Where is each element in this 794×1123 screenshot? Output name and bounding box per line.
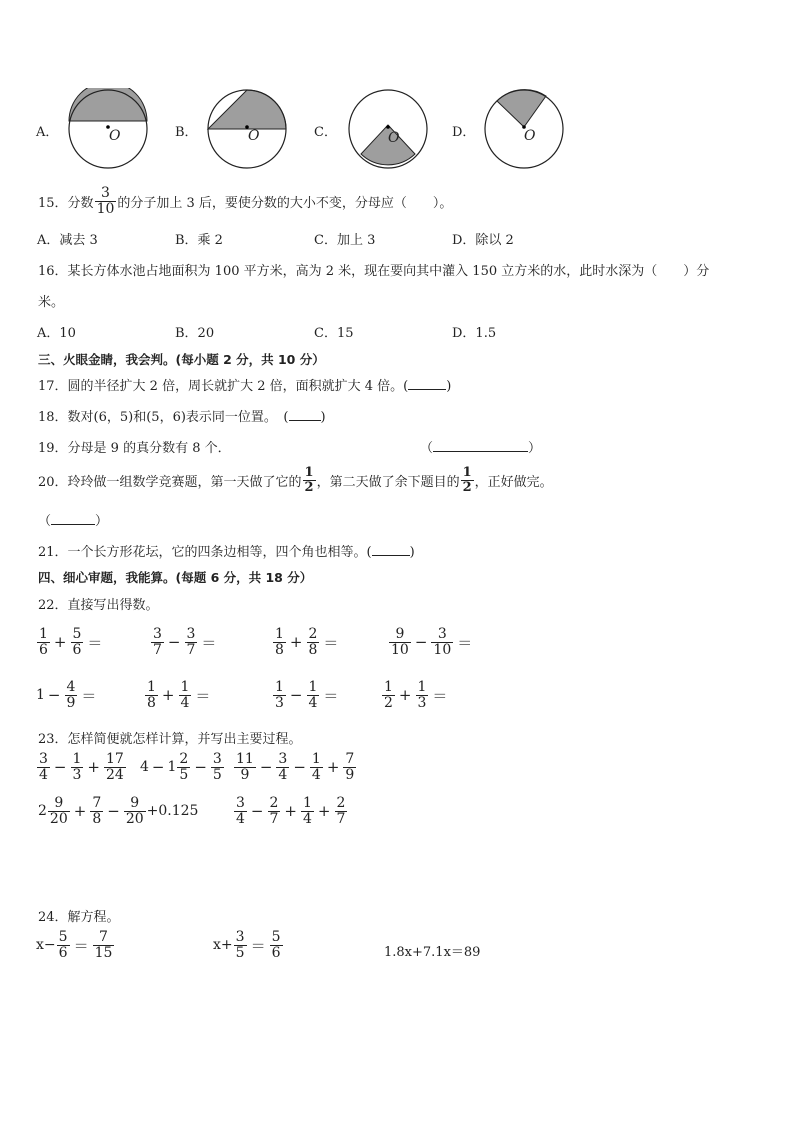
q19-answer-blank[interactable]	[433, 439, 528, 452]
q23-expr-3: $\frac{11}{9}$ − $\frac{3}{4}$ − $\frac{1}{4}$ + $\frac{7}{9}$	[236, 751, 355, 783]
q20-text-2: ，第二天做了余下题目的	[316, 474, 460, 490]
q20-open-paren: （	[38, 514, 52, 529]
q24-equation-1: x− $\frac{5}{6}$ ＝ $\frac{7}{15}$	[36, 929, 113, 961]
q14-option-a-circle	[67, 88, 149, 170]
q19-answer	[420, 437, 541, 456]
q20-close-paren: ）	[95, 514, 109, 529]
q23-expr-1: $\frac{3}{4}$ − $\frac{1}{3}$ + $\frac{17}{24}$	[39, 751, 124, 783]
q14-option-a-label: A．	[36, 125, 59, 140]
q23-expr-5: $\frac{3}{4}$ − $\frac{2}{7}$ + $\frac{1}{4}$ + $\frac{2}{7}$	[236, 795, 346, 827]
section-4-heading: 四、细心审题，我能算。(每题 6 分，共 18 分）	[38, 570, 313, 585]
q14-option-a-center: O	[109, 128, 121, 144]
q18	[38, 406, 326, 425]
q20-text-3: ，正好做完。	[474, 474, 553, 490]
q16-text-line1: 某长方体水池占地面积为 100 平方米，高为 2 米，现在要向其中灌入 150 立方米的水，此时水深为（ ）分	[67, 264, 710, 279]
q20-fraction-2: $\frac{1}{2}$	[462, 465, 472, 495]
q15-option-c[interactable]: C．加上 3	[314, 233, 376, 248]
q22-expr-4: $\frac{9}{10}$ − $\frac{3}{10}$ ＝	[391, 626, 473, 658]
q24-title: 24．解方程。	[38, 910, 120, 925]
q14-option-c-circle	[347, 88, 429, 170]
q17	[38, 375, 451, 394]
q24-equation-2: x+ $\frac{3}{5}$ ＝ $\frac{5}{6}$	[213, 929, 281, 961]
q20-fraction-1: $\frac{1}{2}$	[304, 465, 314, 495]
shaded-sector	[208, 90, 286, 129]
q20-answer-blank[interactable]	[51, 512, 95, 525]
q20-stem	[38, 466, 553, 494]
q15-option-b[interactable]: B．乘 2	[175, 233, 223, 248]
q19-open-paren: （	[420, 441, 434, 456]
q14-option-d-center: O	[524, 128, 536, 144]
q14-option-b-center: O	[248, 128, 260, 144]
q17-answer-blank[interactable]	[408, 377, 446, 390]
q21-close-paren: )	[409, 545, 415, 560]
q15-prefix: 分数	[67, 195, 94, 211]
q22-expr-1: $\frac{1}{6}$ + $\frac{5}{6}$ ＝	[39, 626, 103, 658]
q14-option-b-label: B．	[175, 125, 198, 140]
q22-expr-3: $\frac{1}{8}$ + $\frac{2}{8}$ ＝	[275, 626, 339, 658]
q22-expr-8: $\frac{1}{2}$ + $\frac{1}{3}$ ＝	[384, 679, 448, 711]
q14-option-c-label: C．	[314, 125, 337, 140]
q22-expr-5: 1 − $\frac{4}{9}$ ＝	[36, 679, 97, 711]
q16-stem	[38, 260, 709, 279]
shaded-sector	[69, 88, 147, 121]
q19-text: 19．分母是 9 的真分数有 8 个．	[38, 441, 231, 456]
q18-answer-blank[interactable]	[289, 408, 321, 421]
q23-title: 23．怎样简便就怎样计算，并写出主要过程。	[38, 732, 302, 747]
section-3-heading: 三、火眼金睛，我会判。(每小题 2 分，共 10 分）	[38, 352, 325, 367]
q17-text: 17．圆的半径扩大 2 倍，周长就扩大 2 倍，面积就扩大 4 倍。(	[38, 379, 409, 394]
q21-answer-blank[interactable]	[372, 543, 410, 556]
q22-title: 22．直接写出得数。	[38, 598, 159, 613]
q15-stem	[38, 186, 452, 216]
q20-text-1: 20．玲玲做一组数学竞赛题，第一天做了它的	[38, 474, 302, 490]
q16-option-a[interactable]: A．10	[37, 326, 76, 341]
q14-option-c-center: O	[388, 130, 400, 146]
q22-expr-2: $\frac{3}{7}$ − $\frac{3}{7}$ ＝	[153, 626, 217, 658]
q18-text: 18．数对(6，5)和(5，6)表示同一位置。 (	[38, 410, 289, 425]
q17-close-paren: )	[446, 379, 452, 394]
q15-fraction: $\frac{3}{10}$	[96, 185, 115, 217]
q15-option-a[interactable]: A．减去 3	[37, 233, 98, 248]
q15-number: 15．	[38, 195, 68, 211]
q21-text: 21．一个长方形花坛，它的四条边相等，四个角也相等。(	[38, 545, 372, 560]
q16-option-d[interactable]: D．1.5	[452, 326, 497, 341]
q16-option-c[interactable]: C．15	[314, 326, 354, 341]
q15-text: 的分子加上 3 后，要使分数的大小不变，分母应（ ）。	[117, 195, 453, 211]
q16-option-b[interactable]: B．20	[175, 326, 215, 341]
q24-equation-3: 1.8x+7.1x＝89	[384, 945, 481, 960]
q18-close-paren: )	[320, 410, 326, 425]
q16-text-line2: 米。	[38, 295, 65, 310]
q22-expr-6: $\frac{1}{8}$ + $\frac{1}{4}$ ＝	[147, 679, 211, 711]
q22-expr-7: $\frac{1}{3}$ − $\frac{1}{4}$ ＝	[275, 679, 339, 711]
q20-answer	[38, 510, 108, 529]
q15-option-d[interactable]: D．除以 2	[452, 233, 514, 248]
q23-expr-2: 4 − 1 $\frac{2}{5}$ − $\frac{3}{5}$	[140, 751, 222, 783]
q16-number: 16．	[38, 264, 68, 279]
q14-option-d-label: D．	[452, 125, 476, 140]
q14-option-b-circle	[206, 88, 288, 170]
q23-expr-4: 2 $\frac{9}{20}$ + $\frac{7}{8}$ − $\frac{9}{20}$ +0.125	[38, 795, 199, 827]
q21	[38, 541, 415, 560]
q19-close-paren: ）	[528, 441, 542, 456]
